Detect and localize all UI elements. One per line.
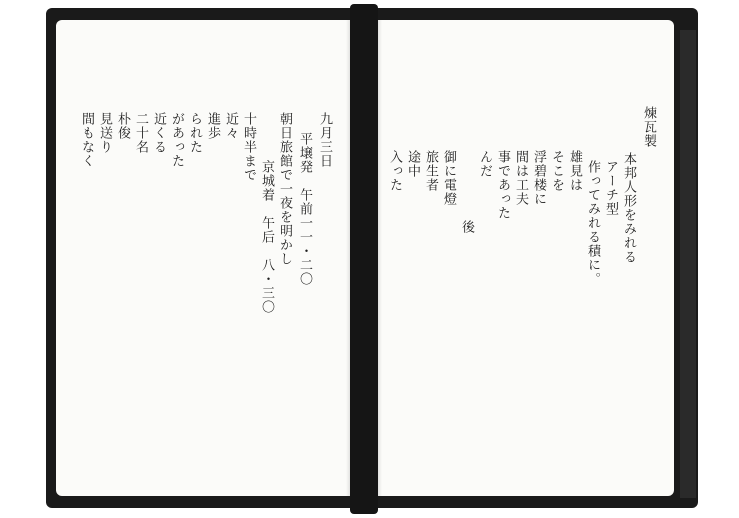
left-col-6: 近々: [223, 112, 238, 140]
right-col-5: 雄見は: [567, 150, 582, 192]
right-col-11: 後: [459, 220, 474, 234]
left-page: [56, 20, 356, 496]
left-col-11: 二十名: [133, 112, 148, 154]
right-col-1: 煉瓦製: [641, 106, 656, 148]
book-page-edges: [680, 30, 696, 498]
right-col-10: んだ: [477, 150, 492, 178]
left-col-12: 朴俊: [115, 112, 130, 140]
left-col-3: 朝日旅館で一夜を明かし: [277, 112, 292, 266]
right-col-9: 事であった: [495, 150, 510, 220]
right-col-2: 本邦人形をみれる: [621, 152, 636, 264]
left-col-13: 見送り: [97, 112, 112, 154]
left-col-2: 平壌発 午前一一・二〇: [297, 132, 312, 286]
right-col-3: アーチ型: [603, 160, 618, 216]
right-col-13: 旅生者: [423, 150, 438, 192]
left-col-4: 京城着 午后 八・三〇: [259, 160, 274, 314]
right-col-15: 入った: [387, 150, 402, 192]
right-col-14: 途中: [405, 150, 420, 178]
right-col-4: 作ってみれる積に。: [585, 160, 600, 286]
right-col-7: 浮碧楼に: [531, 150, 546, 206]
left-col-5: 十時半まで: [241, 112, 256, 182]
left-col-14: 間もなく: [79, 112, 94, 168]
right-col-12: 御に電燈: [441, 150, 456, 206]
left-col-7: 進歩: [205, 112, 220, 140]
book-spine: [350, 4, 378, 514]
left-col-1: 九月三日: [317, 112, 332, 168]
left-col-8: られた: [187, 112, 202, 154]
right-page: [372, 20, 674, 496]
right-col-8: 間は工夫: [513, 150, 528, 206]
right-col-6: そこを: [549, 150, 564, 192]
left-col-10: 近くる: [151, 112, 166, 154]
left-col-9: があった: [169, 112, 184, 168]
